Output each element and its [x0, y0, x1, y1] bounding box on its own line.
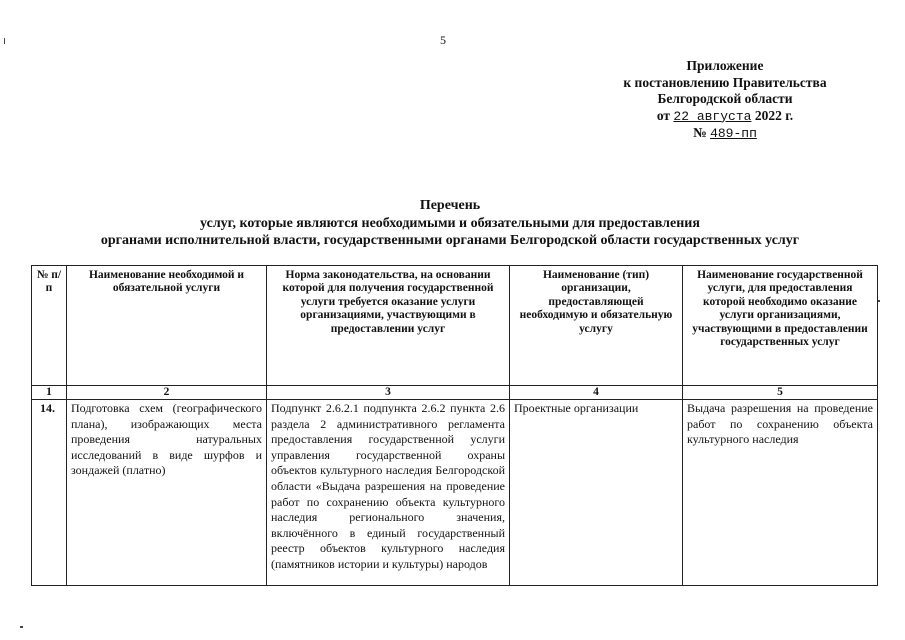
title-line-2: услуг, которые являются необходимыми и обязательными для предоставления [200, 215, 700, 231]
column-number: 4 [510, 386, 683, 400]
date-suffix: 2022 г. [754, 107, 794, 123]
column-number: 2 [67, 386, 267, 400]
approval-block [590, 58, 860, 143]
column-number: 5 [683, 386, 878, 400]
date-prefix: от [656, 107, 671, 123]
title-line-1: Перечень [419, 198, 481, 213]
number-value: 489-пп [710, 126, 757, 141]
row-norm: Подпункт 2.6.2.1 подпункта 2.6.2 пункта 2.6 раздела 2 административного регламента предоставления государственной услуги управления государственной охраны объектов культурного наследия Белгородской области «Выдача разрешения на проведение работ по сохранению объекта культурного наследия регионального значения, включённого в единый государственный реестр объектов культурного наследия (памятников истории и культуры) народов [267, 400, 510, 586]
scan-speck [20, 626, 23, 628]
services-table [31, 265, 878, 586]
header-norm: Норма законодательства, на основании которой для получения государственной услуги требуется оказание услуги организациями, участвующими в предоставлении услуг [267, 266, 510, 386]
row-organization: Проектные организации [510, 400, 683, 586]
header-number: № п/п [32, 266, 67, 386]
approval-number [590, 125, 860, 143]
column-number: 1 [32, 386, 67, 400]
approval-line-1: Приложение [686, 58, 764, 73]
column-number: 3 [267, 386, 510, 400]
scan-speck [4, 38, 5, 44]
row-service: Подготовка схем (географического плана), изображающих места проведения натуральных исследований в виде шурфов и зондажей (платно) [67, 400, 267, 586]
scan-speck [878, 300, 880, 302]
document-title [40, 197, 860, 250]
row-state-service: Выдача разрешения на проведение работ по сохранению объекта культурного наследия [683, 400, 878, 586]
number-prefix: № [693, 125, 707, 140]
column-number-row [32, 386, 878, 400]
page-number: 5 [440, 33, 446, 47]
header-organization: Наименование (тип) организации, предоставляющей необходимую и обязательную услугу [510, 266, 683, 386]
title-line-3: органами исполнительной власти, государственными органами Белгородской области государственных услуг [100, 233, 800, 248]
table-header-row [32, 266, 878, 386]
header-service: Наименование необходимой и обязательной услуги [67, 266, 267, 386]
table-row [32, 400, 878, 586]
row-number: 14. [32, 400, 67, 586]
approval-date [590, 108, 860, 126]
header-state-service: Наименование государственной услуги, для предоставления которой необходимо оказание услуги организациями, участвующими в предоставлении государственных услуг [683, 266, 878, 386]
approval-line-2: к постановлению Правительства [623, 74, 827, 90]
approval-line-3: Белгородской области [657, 91, 793, 106]
date-value: 22 августа [673, 108, 752, 124]
